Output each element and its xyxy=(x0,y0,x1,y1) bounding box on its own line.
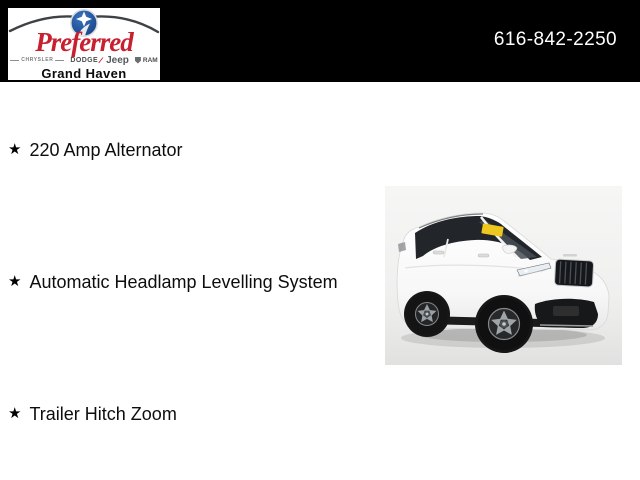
brand-dodge xyxy=(70,56,100,65)
brand-ram-label: RAM xyxy=(142,56,158,64)
brand-chrysler xyxy=(10,57,64,63)
feature-label: 220 Amp Alternator xyxy=(29,140,183,160)
feature-label: Automatic Headlamp Levelling System xyxy=(29,272,338,292)
feature-item xyxy=(8,139,183,161)
ram-badge-icon xyxy=(135,57,141,64)
dealer-name: Preferred xyxy=(35,27,133,57)
header-bar xyxy=(0,0,640,82)
feature-item xyxy=(8,403,177,425)
chrysler-wing-icon xyxy=(55,60,64,61)
dealer-location: Grand Haven xyxy=(41,66,127,80)
front-wheel xyxy=(478,298,530,350)
jeep-badge xyxy=(563,254,577,257)
brand-dodge-label: DODGE xyxy=(70,56,99,64)
skid-plate xyxy=(540,325,593,326)
seven-slot-grille xyxy=(554,259,593,287)
brand-ram xyxy=(135,57,158,64)
rear-wheel xyxy=(407,294,447,334)
star-bullet-icon: ★ xyxy=(8,405,22,422)
phone-number: 616-842-2250 xyxy=(493,29,617,50)
license-plate-area xyxy=(553,306,579,316)
vehicle-photo xyxy=(385,186,622,365)
feature-label: Trailer Hitch Zoom xyxy=(29,404,177,424)
feature-item xyxy=(8,271,338,293)
jeep-grand-cherokee-illustration xyxy=(385,186,622,365)
door-handle xyxy=(478,254,489,257)
star-bullet-icon: ★ xyxy=(8,273,22,290)
brand-chrysler-label: CHRYSLER xyxy=(21,57,54,63)
dealer-logo xyxy=(8,8,160,80)
chrysler-wing-icon xyxy=(10,60,19,61)
star-bullet-icon: ★ xyxy=(8,141,22,158)
headlight-glow xyxy=(524,269,527,272)
brand-jeep: Jeep xyxy=(106,54,129,66)
door-handle xyxy=(433,251,444,254)
brand-logos xyxy=(10,55,157,65)
